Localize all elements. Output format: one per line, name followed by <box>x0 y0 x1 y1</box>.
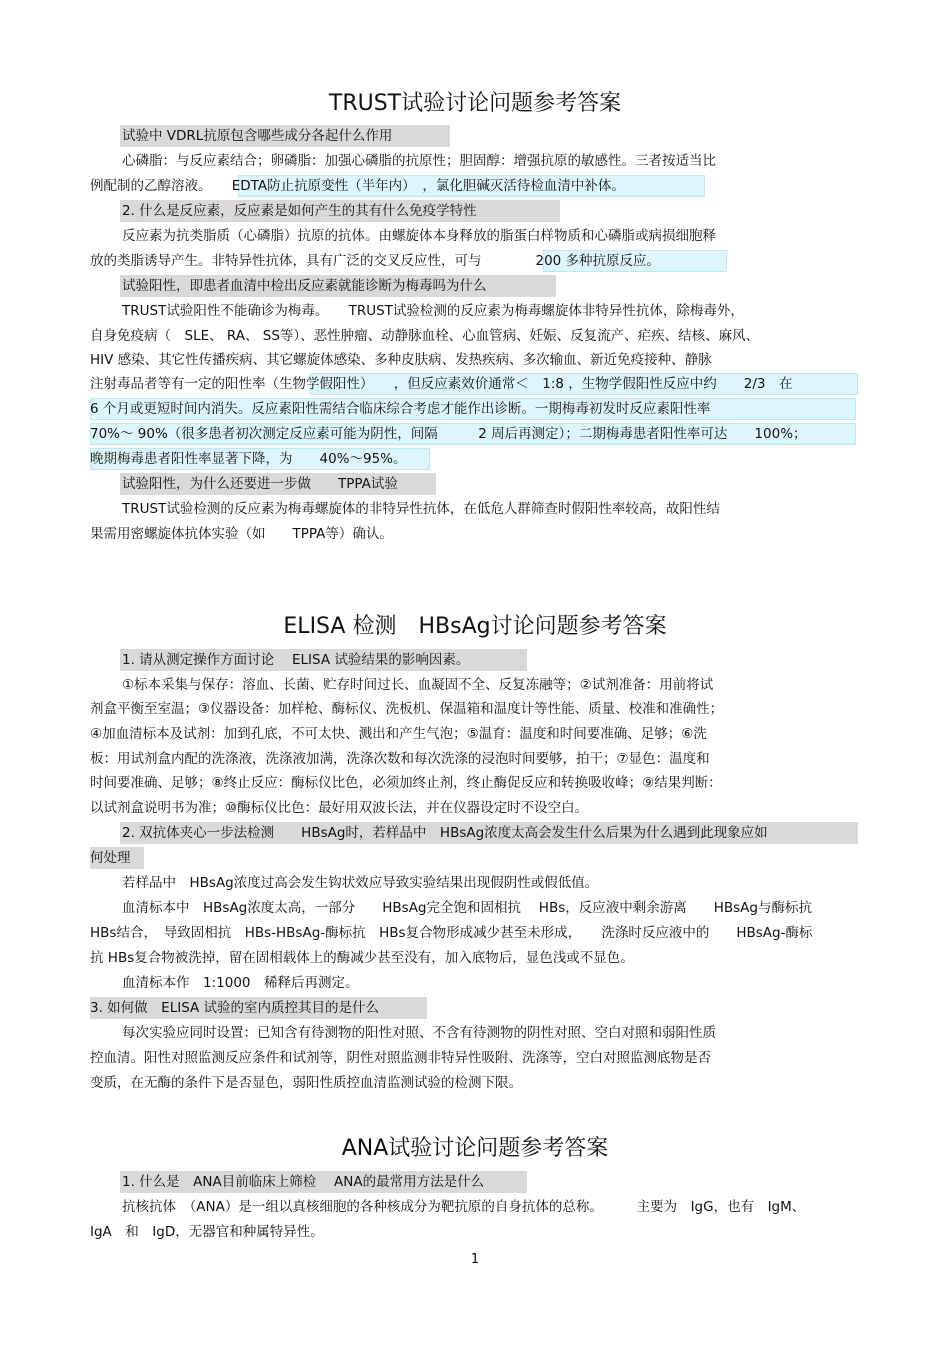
elisa-answer-1-line-6: 以试剂盒说明书为准；⑩酶标仪比色：最好用双波长法，并在仪器设定时不设空白。 <box>90 800 589 816</box>
elisa-question-2-line-1: 2. 双抗体夹心一步法检测 HBsAg时，若样品中 HBsAg浓度太高会发生什么后果为什么遇到此现象应如 <box>122 825 768 841</box>
elisa-answer-1-line-2: 剂盒平衡至室温；③仪器设备：加样枪、酶标仪、洗板机、保温箱和温度计等性能、质量、校准和准确性； <box>90 701 724 717</box>
elisa-answer-1-line-4: 板：用试剂盒内配的洗涤液，洗涤液加满，洗涤次数和每次洗涤的浸泡时间要够，拍干；⑦显色：温度和 <box>90 751 710 767</box>
elisa-answer-2-line-1: 若样品中 HBsAg浓度过高会发生钩状效应导致实验结果出现假阴性或假低值。 <box>122 875 599 891</box>
trust-answer-2-line-2: 放的类脂诱导产生。非特异性抗体，具有广泛的交叉反应性，可与 200 多种抗原反应。 <box>90 253 661 269</box>
ana-section-title: ANA试验讨论问题参考答案 <box>341 1136 609 1161</box>
ana-question-1: 1. 什么是 ANA目前临床上筛检 ANA的最常用方法是什么 <box>122 1174 485 1190</box>
elisa-answer-1-line-5: 时间要准确、足够；⑧终止反应：酶标仪比色，必须加终止剂，终止酶促反应和转换吸收峰；⑨结果判断： <box>90 775 722 791</box>
trust-answer-1-line-1: 心磷脂：与反应素结合；卵磷脂：加强心磷脂的抗原性；胆固醇：增强抗原的敏感性。三者按适当比 <box>122 153 716 169</box>
trust-section-title: TRUST试验讨论问题参考答案 <box>328 91 622 116</box>
ana-answer-1-line-2: IgA 和 IgD，无器官和种属特异性。 <box>90 1224 324 1240</box>
ana-answer-1-line-1: 抗核抗体 （ANA）是一组以真核细胞的各种核成分为靶抗原的自身抗体的总称。 主要为 IgG，也有 IgM、 <box>122 1199 806 1215</box>
trust-answer-3-line-1: TRUST试验阳性不能确诊为梅毒。 TRUST试验检测的反应素为梅毒螺旋体非特异性抗体，除梅毒外， <box>122 303 744 319</box>
trust-question-1: 试验中 VDRL抗原包含哪些成分各起什么作用 <box>122 128 393 144</box>
trust-answer-4-line-2: 果需用密螺旋体抗体实验（如 TPPA等）确认。 <box>90 526 393 542</box>
trust-question-4: 试验阳性，为什么还要进一步做 TPPA试验 <box>122 476 398 492</box>
elisa-answer-1-line-3: ④加血清标本及试剂：加到孔底，不可太快、溅出和产生气泡；⑤温育：温度和时间要准确、足够；⑥洗 <box>90 726 707 742</box>
trust-question-3: 试验阳性，即患者血清中检出反应素就能诊断为梅毒吗为什么 <box>122 278 487 294</box>
trust-answer-2-line-1: 反应素为抗类脂质（心磷脂）抗原的抗体。由螺旋体本身释放的脂蛋白样物质和心磷脂或病损细胞释 <box>122 228 716 244</box>
trust-question-2: 2. 什么是反应素，反应素是如何产生的其有什么免疫学特性 <box>122 203 477 219</box>
trust-answer-4-line-1: TRUST试验检测的反应素为梅毒螺旋体的非特异性抗体，在低危人群筛查时假阳性率较高，故阳性结 <box>122 501 720 517</box>
elisa-answer-2-line-4: 抗 HBs复合物被洗掉，留在固相载体上的酶减少甚至没有，加入底物后，显色浅或不显色。 <box>90 950 634 966</box>
elisa-answer-2-line-5: 血清标本作 1:1000 稀释后再测定。 <box>122 975 359 991</box>
elisa-answer-2-line-3: HBs结合， 导致固相抗 HBs-HBsAg-酶标抗 HBs复合物形成减少甚至未形成， 洗涤时反应液中的 HBsAg-酶标 <box>90 925 813 941</box>
elisa-question-2-line-2: 何处理 <box>90 850 131 866</box>
elisa-answer-3-line-3: 变质，在无酶的条件下是否显色，弱阳性质控血清监测试验的检测下限。 <box>90 1075 522 1091</box>
elisa-question-1: 1. 请从测定操作方面讨论 ELISA 试验结果的影响因素。 <box>122 652 470 668</box>
trust-answer-3-line-6: 70%～ 90%（很多患者初次测定反应素可能为阴性，间隔 2 周后再测定）；二期梅毒患者阳性率可达 100%； <box>90 426 807 442</box>
trust-answer-3-line-2: 自身免疫病（ SLE、 RA、 SS等）、恶性肿瘤、动静脉血栓、心血管病、妊娠、反复流产、疟疾、结核、麻风、 <box>90 328 760 344</box>
elisa-answer-1-line-1: ①标本采集与保存：溶血、长菌、贮存时间过长、血凝固不全、反复冻融等；②试剂准备：用前将试 <box>122 677 714 693</box>
page-number: 1 <box>470 1252 480 1267</box>
elisa-answer-3-line-1: 每次实验应同时设置：已知含有待测物的阳性对照、不含有待测物的阴性对照、空白对照和弱阳性质 <box>122 1025 716 1041</box>
elisa-question-3: 3. 如何做 ELISA 试验的室内质控其目的是什么 <box>90 1000 380 1016</box>
trust-answer-3-line-3: HIV 感染、其它性传播疾病、其它螺旋体感染、多种皮肤病、发热疾病、多次输血、新近免疫接种、静脉 <box>90 352 712 368</box>
elisa-answer-2-line-2: 血清标本中 HBsAg浓度太高，一部分 HBsAg完全饱和固相抗 HBs，反应液中剩余游离 HBsAg与酶标抗 <box>122 900 812 916</box>
trust-answer-3-line-7: 晚期梅毒患者阳性率显著下降，为 40%～95%。 <box>90 451 407 467</box>
elisa-section-title: ELISA 检测 HBsAg讨论问题参考答案 <box>283 614 667 639</box>
trust-answer-1-line-2: 例配制的乙醇溶液。 EDTA防止抗原变性（半年内） ，氯化胆碱灭活待检血清中补体。 <box>90 178 625 194</box>
trust-answer-3-line-4: 注射毒品者等有一定的阳性率（生物学假阳性） ，但反应素效价通常＜ 1:8 ，生物学假阳性反应中约 2/3 在 <box>90 376 793 392</box>
trust-answer-3-line-5: 6 个月或更短时间内消失。反应素阳性需结合临床综合考虑才能作出诊断。一期梅毒初发时反应素阳性率 <box>90 401 711 417</box>
elisa-answer-3-line-2: 控血清。阳性对照监测反应条件和试剂等，阴性对照监测非特异性吸附、洗涤等，空白对照监测底物是否 <box>90 1050 711 1066</box>
